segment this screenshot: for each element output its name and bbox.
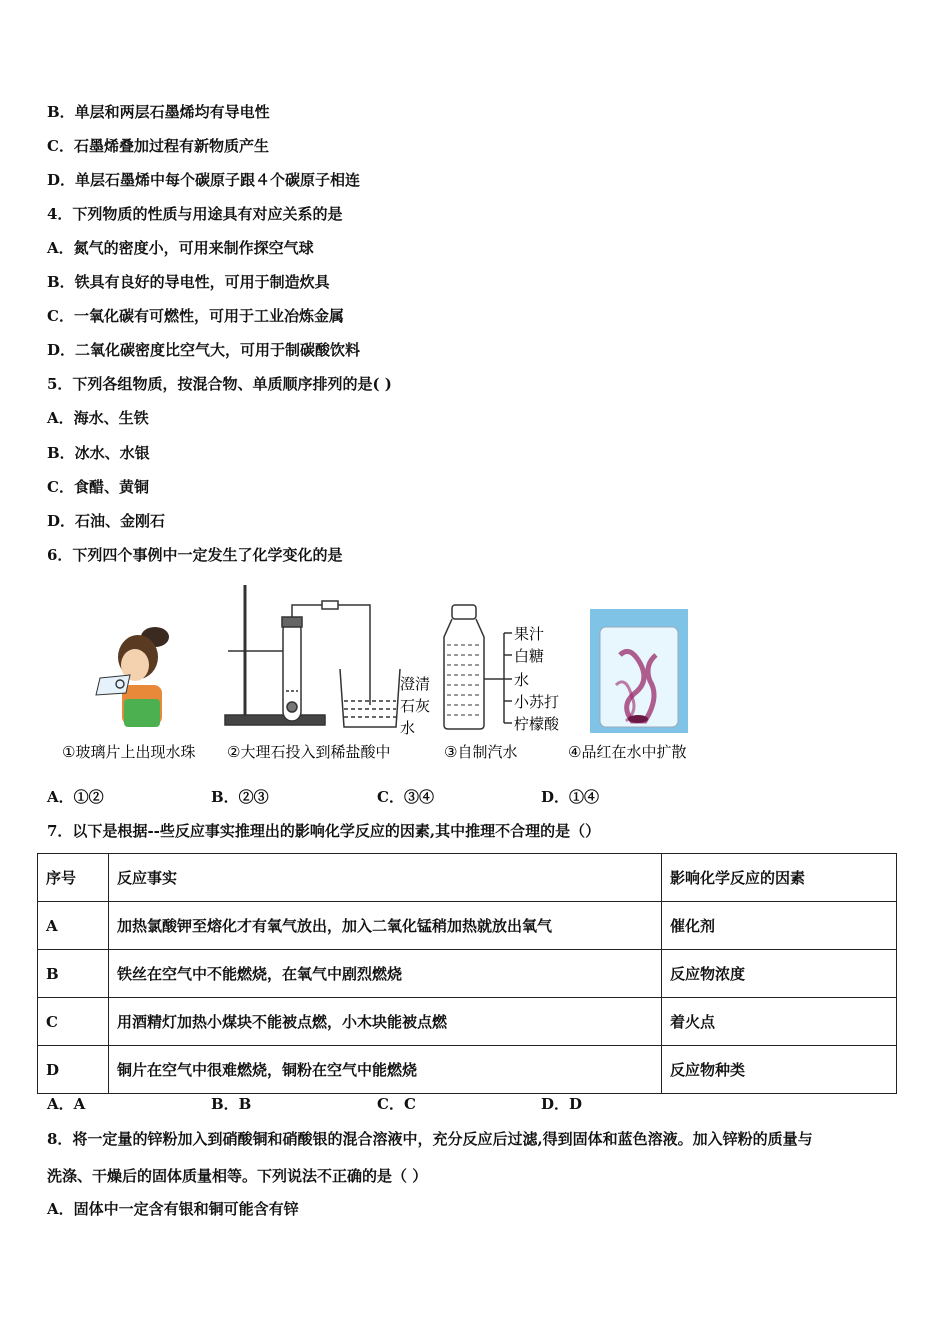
limewater-label-2: 石灰	[400, 697, 431, 715]
q3-option-d: D．单层石墨烯中每个碳原子跟４个碳原子相连	[47, 171, 361, 189]
header-factor: 影响化学反应的因素	[662, 854, 897, 902]
table-row	[38, 998, 897, 1046]
soda-label-baking-soda: 小苏打	[514, 693, 560, 711]
q4-option-b: B．铁具有良好的导电性，可用于制造炊具	[47, 273, 330, 291]
q5-option-d: D．石油、金刚石	[47, 512, 166, 530]
soda-bottle-illustration	[444, 605, 512, 729]
q6-figure	[60, 585, 710, 775]
q4-option-c: C．一氧化碳有可燃性，可用于工业冶炼金属	[47, 307, 344, 325]
caption-2: ②大理石投入到稀盐酸中	[227, 743, 391, 761]
row-d-fact: 铜片在空气中很难燃烧，铜粉在空气中能燃烧	[109, 1046, 662, 1094]
q4-option-a: A．氮气的密度小，可用来制作探空气球	[47, 239, 314, 257]
soda-label-sugar: 白糖	[514, 647, 545, 665]
caption-1: ①玻璃片上出现水珠	[62, 743, 196, 761]
magenta-diffusion-photo	[590, 609, 688, 733]
q6-options	[47, 787, 747, 807]
q8-option-a: A．固体中一定含有银和铜可能含有锌	[47, 1200, 299, 1218]
soda-label-citric-acid: 柠檬酸	[514, 715, 560, 733]
table-row	[38, 950, 897, 998]
header-fact: 反应事实	[109, 854, 662, 902]
q7-option-d: D．D	[541, 1095, 583, 1113]
caption-3: ③自制汽水	[444, 743, 518, 761]
q5-stem: 5．下列各组物质，按混合物、单质顺序排列的是( )	[47, 375, 392, 393]
row-a-factor: 催化剂	[662, 902, 897, 950]
header-index: 序号	[38, 854, 109, 902]
q5-option-b: B．冰水、水银	[47, 444, 150, 462]
soda-label-water: 水	[514, 671, 530, 689]
row-a-fact: 加热氯酸钾至熔化才有氧气放出，加入二氧化锰稍加热就放出氧气	[109, 902, 662, 950]
row-c-fact: 用酒精灯加热小煤块不能被点燃，小木块能被点燃	[109, 998, 662, 1046]
caption-4: ④品红在水中扩散	[568, 743, 687, 761]
q5-option-c: C．食醋、黄铜	[47, 478, 149, 496]
q7-option-b: B．B	[211, 1095, 252, 1113]
row-a-index: A	[38, 902, 109, 950]
row-c-index: C	[38, 998, 109, 1046]
q7-stem: 7．以下是根据--些反应事实推理出的影响化学反应的因素,其中推理不合理的是（）	[47, 822, 601, 840]
q7-options	[47, 1094, 747, 1114]
q6-option-a: A．①②	[47, 788, 104, 806]
q7-option-a: A．A	[47, 1095, 86, 1113]
soda-label-juice: 果汁	[514, 625, 545, 643]
table-row	[38, 1046, 897, 1094]
q4-option-d: D．二氧化碳密度比空气大，可用于制碳酸饮料	[47, 341, 361, 359]
q5-option-a: A．海水、生铁	[47, 409, 149, 427]
marble-acid-apparatus	[225, 585, 400, 727]
q6-option-c: C．③④	[377, 788, 434, 806]
row-b-index: B	[38, 950, 109, 998]
q8-stem-line-1: 8．将一定量的锌粉加入到硝酸铜和硝酸银的混合溶液中，充分反应后过滤,得到固体和蓝色溶液。加入锌粉的质量与	[47, 1130, 813, 1148]
q4-stem: 4．下列物质的性质与用途具有对应关系的是	[47, 205, 343, 223]
reaction-facts-table	[37, 853, 897, 1094]
q6-stem: 6．下列四个事例中一定发生了化学变化的是	[47, 546, 343, 564]
q8-stem-line-2: 洗涤、干燥后的固体质量相等。下列说法不正确的是（ ）	[47, 1167, 428, 1185]
row-c-factor: 着火点	[662, 998, 897, 1046]
girl-breathing-illustration	[96, 627, 169, 727]
limewater-label-1: 澄清	[400, 675, 431, 693]
q3-option-c: C．石墨烯叠加过程有新物质产生	[47, 137, 269, 155]
row-b-fact: 铁丝在空气中不能燃烧，在氧气中剧烈燃烧	[109, 950, 662, 998]
q7-option-c: C．C	[377, 1095, 416, 1113]
row-d-index: D	[38, 1046, 109, 1094]
limewater-label-3: 水	[400, 719, 416, 737]
row-d-factor: 反应物种类	[662, 1046, 897, 1094]
table-header-row	[38, 854, 897, 902]
q6-option-b: B．②③	[211, 788, 269, 806]
table-row	[38, 902, 897, 950]
q3-option-b: B．单层和两层石墨烯均有导电性	[47, 103, 270, 121]
q6-option-d: D．①④	[541, 788, 600, 806]
row-b-factor: 反应物浓度	[662, 950, 897, 998]
